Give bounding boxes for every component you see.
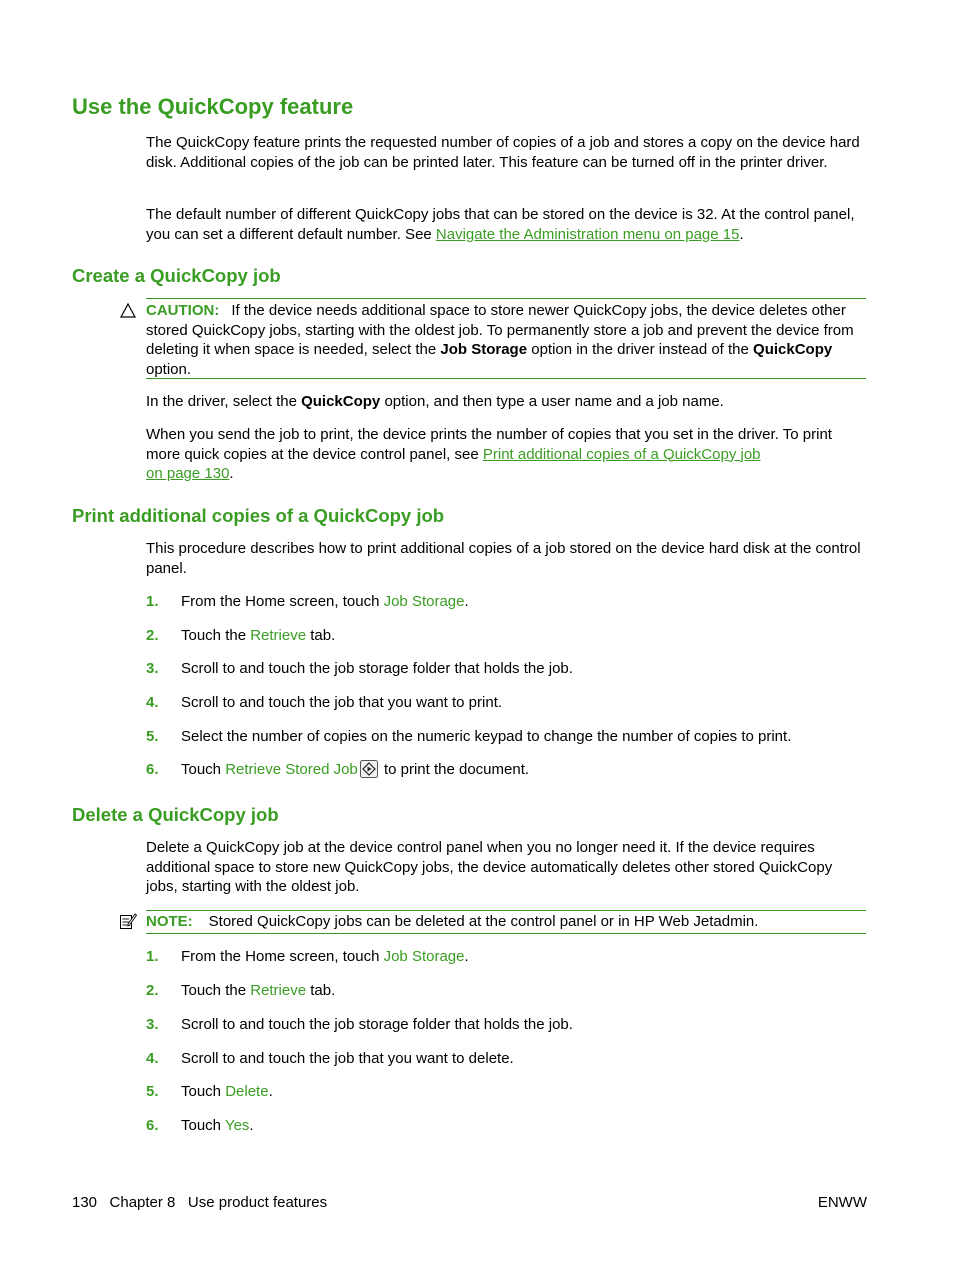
step-number: 2. bbox=[146, 982, 159, 999]
step-number: 1. bbox=[146, 948, 159, 965]
job-storage-option: Job Storage bbox=[440, 341, 528, 358]
step-text bbox=[181, 760, 529, 780]
step-text-post: . bbox=[464, 593, 469, 610]
quickcopy-option: QuickCopy bbox=[753, 341, 833, 358]
create-p1-text: In the driver, select the bbox=[146, 393, 302, 410]
step-text bbox=[181, 592, 469, 612]
note-label: NOTE: bbox=[146, 913, 193, 930]
create-paragraph-2 bbox=[146, 425, 868, 484]
job-storage-ui: Job Storage bbox=[383, 593, 465, 610]
step-text-post: tab. bbox=[306, 982, 336, 999]
step-number: 4. bbox=[146, 694, 159, 711]
step-number: 6. bbox=[146, 1117, 159, 1134]
caution-text bbox=[146, 299, 868, 379]
step-text-pre: Touch the bbox=[181, 982, 251, 999]
retrieve-stored-job-ui: Retrieve Stored Job bbox=[225, 761, 358, 778]
print-step-1 bbox=[146, 592, 868, 612]
step-text-pre: Touch bbox=[181, 1117, 225, 1134]
step-text-post: to print the document. bbox=[379, 761, 530, 778]
note-body: Stored QuickCopy jobs can be deleted at the control panel or in HP Web Jetadmin. bbox=[208, 913, 759, 930]
step-text bbox=[181, 1082, 273, 1102]
step-text bbox=[181, 626, 335, 646]
step-text-pre: From the Home screen, touch bbox=[181, 593, 384, 610]
print-copies-link-text: Print additional copies of a QuickCopy job bbox=[482, 445, 761, 463]
step-number: 6. bbox=[146, 761, 159, 778]
step-text bbox=[181, 981, 335, 1001]
print-step-5 bbox=[146, 727, 868, 747]
step-text: Scroll to and touch the job that you want to print. bbox=[181, 694, 503, 711]
intro-p2-end: . bbox=[739, 225, 744, 243]
step-text-pre: From the Home screen, touch bbox=[181, 948, 384, 965]
step-number: 5. bbox=[146, 728, 159, 745]
step-number: 5. bbox=[146, 1083, 159, 1100]
intro-p2-text: The default number of different QuickCopy jobs that can be stored on the device is 32. At the control panel, you can set a different default number. See bbox=[146, 206, 855, 243]
print-copies-link-page: on page 130 bbox=[146, 465, 230, 482]
caution-text-part-2: option in the driver instead of the bbox=[527, 341, 754, 358]
step-text: Scroll to and touch the job storage folder that holds the job. bbox=[181, 660, 573, 677]
retrieve-tab-ui: Retrieve bbox=[250, 627, 307, 644]
step-text: Select the number of copies on the numeric keypad to change the number of copies to print. bbox=[181, 728, 792, 745]
step-text-post: . bbox=[268, 1083, 273, 1100]
step-text-post: . bbox=[464, 948, 469, 965]
caution-label: CAUTION: bbox=[146, 302, 220, 319]
caution-text-part-3: option. bbox=[146, 360, 192, 378]
yes-ui: Yes bbox=[224, 1117, 250, 1134]
step-text bbox=[181, 947, 469, 967]
create-paragraph-1 bbox=[146, 392, 868, 412]
caution-triangle-icon bbox=[120, 303, 136, 318]
note-text bbox=[146, 911, 866, 932]
delete-step-6 bbox=[146, 1116, 868, 1136]
step-text: Scroll to and touch the job storage folder that holds the job. bbox=[181, 1016, 573, 1033]
intro-paragraph-1: The QuickCopy feature prints the requested number of copies of a job and stores a copy on the device hard disk. Additional copies of the job can be printed later. This feature can be turned off in the printer driver. bbox=[146, 134, 860, 171]
print-step-6 bbox=[146, 760, 868, 780]
print-step-3 bbox=[146, 659, 868, 679]
create-p1-end: option, and then type a user name and a job name. bbox=[380, 393, 724, 410]
step-text-pre: Touch bbox=[181, 761, 226, 778]
step-text bbox=[181, 1116, 254, 1136]
step-number: 3. bbox=[146, 660, 159, 677]
intro-paragraph-2 bbox=[146, 205, 868, 244]
delete-step-5 bbox=[146, 1082, 868, 1102]
step-text-pre: Touch the bbox=[181, 627, 251, 644]
job-storage-ui: Job Storage bbox=[383, 948, 465, 965]
delete-step-1 bbox=[146, 947, 868, 967]
note-pencil-icon bbox=[119, 912, 137, 930]
step-number: 2. bbox=[146, 627, 159, 644]
create-heading: Create a QuickCopy job bbox=[72, 265, 281, 286]
step-number: 1. bbox=[146, 593, 159, 610]
admin-menu-link[interactable]: Navigate the Administration menu on page 15 bbox=[435, 225, 740, 243]
caution-text-part-1: If the device needs additional space to store newer QuickCopy jobs, the device deletes other stored QuickCopy jobs, starting with the oldest job. To permanently store a job and prevent the device from deleting it when space is needed, select the bbox=[146, 302, 854, 358]
step-text-post: tab. bbox=[306, 627, 336, 644]
delete-intro: Delete a QuickCopy job at the device control panel when you no longer need it. If the device requires additional space to store new QuickCopy jobs, the device automatically deletes other stored QuickCopy jobs, starting with the oldest job. bbox=[146, 839, 833, 895]
delete-ui: Delete bbox=[225, 1083, 269, 1100]
note-box bbox=[146, 910, 866, 934]
delete-step-4 bbox=[146, 1049, 868, 1069]
print-intro: This procedure describes how to print additional copies of a job stored on the device hard disk at the control panel. bbox=[146, 540, 861, 577]
start-button-icon bbox=[360, 760, 378, 778]
print-step-4 bbox=[146, 693, 868, 713]
print-step-2 bbox=[146, 626, 868, 646]
print-heading: Print additional copies of a QuickCopy job bbox=[72, 505, 445, 526]
footer-enww: ENWW bbox=[817, 1194, 867, 1211]
retrieve-tab-ui: Retrieve bbox=[250, 982, 307, 999]
footer-page-info: 130 Chapter 8 Use product features bbox=[72, 1194, 328, 1211]
step-text-pre: Touch bbox=[181, 1083, 226, 1100]
delete-step-3 bbox=[146, 1015, 868, 1035]
step-text: Scroll to and touch the job that you want to delete. bbox=[181, 1050, 514, 1067]
caution-box bbox=[146, 298, 866, 379]
create-p1-bold: QuickCopy bbox=[301, 393, 381, 410]
delete-heading: Delete a QuickCopy job bbox=[72, 804, 279, 825]
step-number: 3. bbox=[146, 1016, 159, 1033]
step-number: 4. bbox=[146, 1050, 159, 1067]
step-text-post: . bbox=[249, 1117, 254, 1134]
create-p2-text: When you send the job to print, the device prints the number of copies that you set in the driver. To print more quick copies at the device control panel, see bbox=[146, 426, 832, 463]
page-title: Use the QuickCopy feature bbox=[72, 94, 354, 119]
create-p2-end: . bbox=[229, 465, 234, 482]
delete-step-2 bbox=[146, 981, 868, 1001]
